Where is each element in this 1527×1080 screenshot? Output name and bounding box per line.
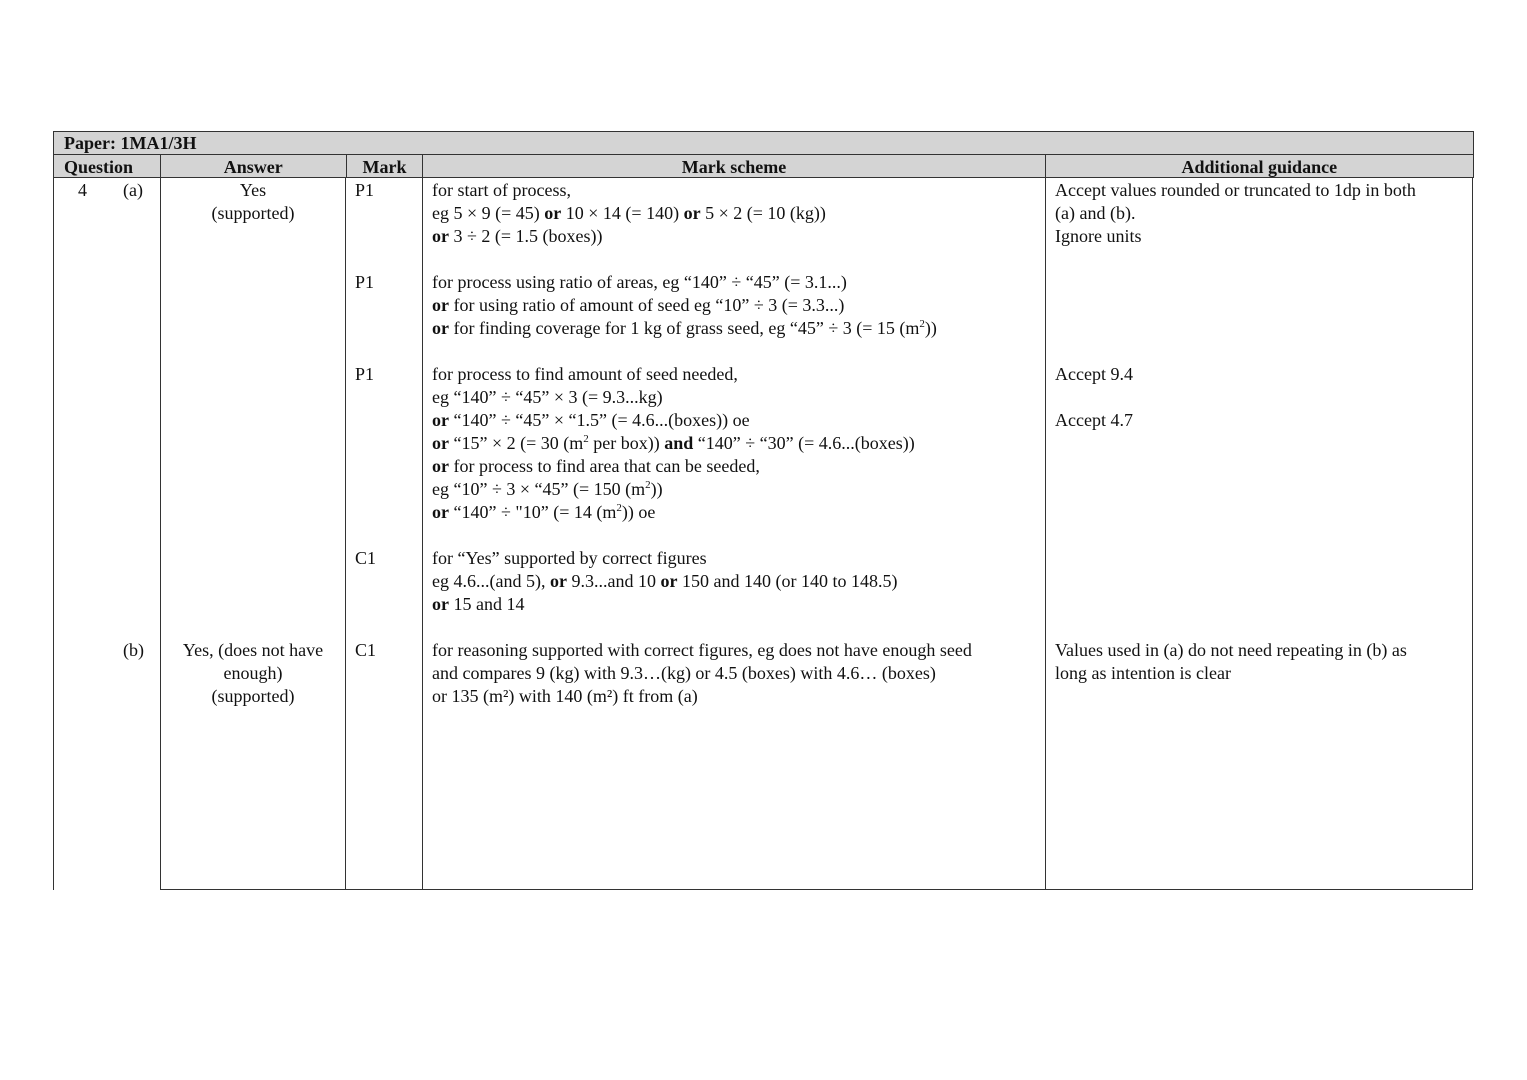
guidance-a [1055, 179, 1416, 248]
scheme-text: per box)) [588, 433, 665, 453]
mark-scheme-table [53, 131, 1474, 890]
guidance-accept-4-7: Accept 4.7 [1055, 410, 1133, 430]
scheme-keyword: or [432, 594, 449, 614]
scheme-text: eg “140” ÷ “45” × 3 (= 9.3...kg) [432, 387, 663, 407]
scheme-text: )) oe [621, 502, 656, 522]
scheme-text: 150 and 140 (or 140 to 148.5) [677, 571, 898, 591]
scheme-text: or 135 (m²) with 140 (m²) ft from (a) [432, 686, 698, 706]
scheme-text: for using ratio of amount of seed eg “10” ÷ 3 (= 3.3...) [449, 295, 845, 315]
header-answer: Answer [161, 155, 347, 177]
scheme-text: 3 ÷ 2 (= 1.5 (boxes)) [449, 226, 603, 246]
column-divider [160, 178, 161, 890]
mark-code: P1 [355, 364, 375, 384]
superscript: 2 [645, 479, 651, 491]
scheme-text: for process to find amount of seed needed, [432, 364, 738, 384]
scheme-text: and compares 9 (kg) with 9.3…(kg) or 4.5 (boxes) with 4.6… (boxes) [432, 663, 936, 683]
question-number: 4 [78, 180, 87, 200]
column-divider [53, 178, 54, 890]
scheme-text: “140” ÷ “45” × “1.5” (= 4.6...(boxes)) oe [449, 410, 750, 430]
scheme-text: “140” ÷ "10” (= 14 (m [449, 502, 617, 522]
guidance-text: Accept values rounded or truncated to 1dp in both [1055, 180, 1416, 200]
superscript: 2 [919, 318, 925, 330]
header-additional-guidance: Additional guidance [1181, 157, 1338, 177]
answer-a-line: (supported) [211, 203, 295, 223]
table-header [53, 154, 1474, 178]
table-body [53, 178, 1474, 890]
answer-a-line: Yes [239, 180, 267, 200]
scheme-text: for process using ratio of areas, eg “140” ÷ “45” (= 3.1...) [432, 272, 847, 292]
scheme-m4 [432, 547, 897, 616]
answer-a [160, 179, 346, 225]
scheme-keyword: or [683, 203, 701, 223]
scheme-text: 9.3...and 10 [566, 571, 661, 591]
guidance-text: long as intention is clear [1055, 663, 1231, 683]
scheme-text: 10 × 14 (= 140) [561, 203, 684, 223]
scheme-m5 [432, 639, 972, 708]
scheme-text: eg “10” ÷ 3 × “45” (= 150 (m [432, 479, 646, 499]
scheme-keyword: or [432, 433, 449, 453]
table-bottom-border [160, 889, 1473, 890]
scheme-text: )) [650, 479, 663, 499]
scheme-keyword: or [549, 571, 567, 591]
scheme-keyword: or [544, 203, 562, 223]
mark-code: C1 [355, 640, 377, 660]
guidance-accept-9-4: Accept 9.4 [1055, 364, 1133, 384]
scheme-keyword: or [432, 226, 449, 246]
column-divider [345, 178, 346, 890]
scheme-text: “140” ÷ “30” (= 4.6...(boxes)) [693, 433, 915, 453]
scheme-text: for start of process, [432, 180, 571, 200]
mark-code: P1 [355, 272, 375, 292]
answer-b-line: enough) [223, 663, 283, 683]
answer-b [160, 639, 346, 708]
column-divider [1472, 178, 1473, 890]
column-divider [1045, 178, 1046, 890]
header-mark-scheme: Mark scheme [423, 155, 1045, 177]
superscript: 2 [616, 502, 622, 514]
mark-code: P1 [355, 180, 375, 200]
scheme-m3 [432, 363, 915, 524]
scheme-text: “15” × 2 (= 30 (m [449, 433, 584, 453]
scheme-keyword: or [432, 410, 449, 430]
mark-code: C1 [355, 548, 377, 568]
scheme-text: 15 and 14 [449, 594, 525, 614]
guidance-text: Ignore units [1055, 226, 1142, 246]
paper-label: Paper: 1MA1/3H [53, 131, 1474, 154]
scheme-text: eg 5 × 9 (= 45) [432, 203, 545, 223]
header-mark: Mark [347, 155, 424, 177]
guidance-text: (a) and (b). [1055, 203, 1136, 223]
scheme-text: 5 × 2 (= 10 (kg)) [700, 203, 826, 223]
guidance-text: Values used in (a) do not need repeating in (b) as [1055, 640, 1407, 660]
scheme-keyword: or [432, 502, 449, 522]
scheme-text: for finding coverage for 1 kg of grass seed, eg “45” ÷ 3 (= 15 (m [449, 318, 920, 338]
scheme-text: for process to find area that can be seeded, [449, 456, 760, 476]
guidance-b [1055, 639, 1407, 685]
scheme-keyword: or [660, 571, 678, 591]
header-question: Question [54, 155, 161, 177]
superscript: 2 [583, 433, 589, 445]
scheme-keyword: or [432, 318, 449, 338]
scheme-text: eg 4.6...(and 5), [432, 571, 550, 591]
column-divider [422, 178, 423, 890]
scheme-m1 [432, 179, 826, 248]
scheme-m2 [432, 271, 937, 340]
scheme-keyword: or [432, 456, 449, 476]
scheme-keyword: or [432, 295, 449, 315]
scheme-text: for reasoning supported with correct figures, eg does not have enough seed [432, 640, 972, 660]
scheme-text: for “Yes” supported by correct figures [432, 548, 707, 568]
question-part-b: (b) [123, 640, 144, 660]
scheme-keyword: and [664, 433, 694, 453]
answer-b-line: Yes, (does not have [182, 640, 324, 660]
question-part-a: (a) [123, 180, 143, 200]
scheme-text: )) [924, 318, 937, 338]
answer-b-line: (supported) [211, 686, 295, 706]
